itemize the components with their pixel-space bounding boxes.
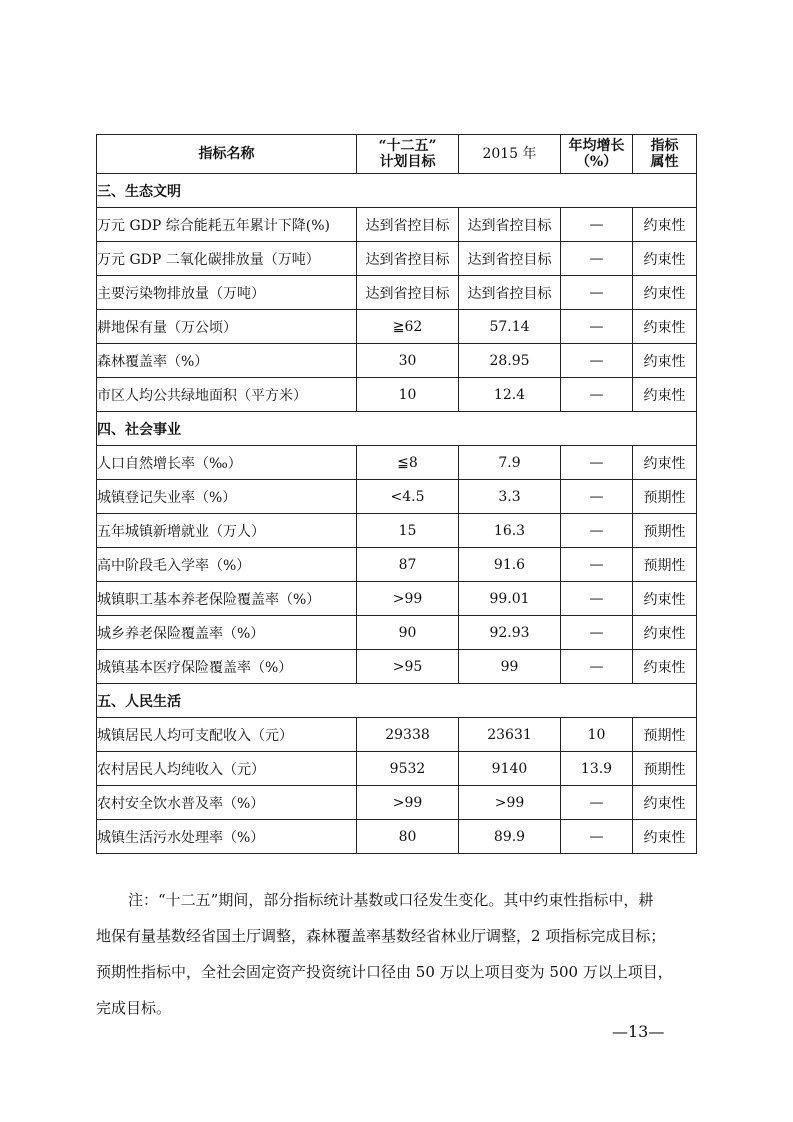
attribute-cell: 约束性 <box>633 310 697 344</box>
table-row <box>97 344 697 378</box>
table-row <box>97 582 697 616</box>
annual-growth-cell: — <box>561 344 633 378</box>
indicator-name-cell: 万元 GDP 二氧化碳排放量（万吨） <box>97 242 357 276</box>
annual-growth-cell: — <box>561 208 633 242</box>
table-row <box>97 616 697 650</box>
indicator-name-cell: 农村安全饮水普及率（%） <box>97 786 357 820</box>
value-2015-cell: 23631 <box>459 718 561 752</box>
plan-target-cell: 90 <box>357 616 459 650</box>
attribute-cell: 约束性 <box>633 208 697 242</box>
annual-growth-cell: — <box>561 820 633 854</box>
plan-target-cell: >95 <box>357 650 459 684</box>
indicator-name-cell: 城镇居民人均可支配收入（元） <box>97 718 357 752</box>
value-2015-cell: 16.3 <box>459 514 561 548</box>
header-plan-target <box>357 135 459 174</box>
table-row <box>97 820 697 854</box>
annual-growth-cell: — <box>561 310 633 344</box>
note-line-1: 注：“十二五”期间，部分指标统计基数或口径发生变化。其中约束性指标中，耕 <box>128 891 654 909</box>
annual-growth-cell: 10 <box>561 718 633 752</box>
value-2015-cell: 达到省控目标 <box>459 276 561 310</box>
table-row <box>97 480 697 514</box>
table-row <box>97 650 697 684</box>
table-row <box>97 242 697 276</box>
attribute-cell: 约束性 <box>633 616 697 650</box>
value-2015-cell: 3.3 <box>459 480 561 514</box>
annual-growth-cell: — <box>561 242 633 276</box>
header-year-2015: 2015 年 <box>459 135 561 174</box>
attribute-cell: 约束性 <box>633 650 697 684</box>
header-attribute <box>633 135 697 174</box>
annual-growth-cell: — <box>561 378 633 412</box>
indicator-name-cell: 市区人均公共绿地面积（平方米） <box>97 378 357 412</box>
annual-growth-cell: — <box>561 548 633 582</box>
attribute-cell: 约束性 <box>633 344 697 378</box>
plan-target-cell: 10 <box>357 378 459 412</box>
attribute-cell: 预期性 <box>633 548 697 582</box>
table-header-row <box>97 135 697 174</box>
section-row <box>97 174 697 208</box>
table-row <box>97 548 697 582</box>
table-row <box>97 310 697 344</box>
plan-target-cell: 29338 <box>357 718 459 752</box>
table-body <box>97 174 697 854</box>
plan-target-cell: >99 <box>357 582 459 616</box>
value-2015-cell: 99.01 <box>459 582 561 616</box>
header-annual-growth-line1: 年均增长 <box>568 138 625 154</box>
attribute-cell: 约束性 <box>633 276 697 310</box>
indicator-name-cell: 森林覆盖率（%） <box>97 344 357 378</box>
annual-growth-cell: — <box>561 786 633 820</box>
attribute-cell: 预期性 <box>633 514 697 548</box>
plan-target-cell: 15 <box>357 514 459 548</box>
note-line-4: 完成目标。 <box>96 999 172 1017</box>
header-annual-growth <box>561 135 633 174</box>
attribute-cell: 约束性 <box>633 242 697 276</box>
value-2015-cell: 92.93 <box>459 616 561 650</box>
annual-growth-cell: — <box>561 650 633 684</box>
note-line-2: 地保有量基数经省国土厅调整，森林覆盖率基数经省林业厅调整，2 项指标完成目标； <box>96 927 666 945</box>
table-row <box>97 752 697 786</box>
table-row <box>97 276 697 310</box>
value-2015-cell: 28.95 <box>459 344 561 378</box>
header-plan-target-line1: “十二五” <box>378 138 437 154</box>
table-row <box>97 718 697 752</box>
attribute-cell: 预期性 <box>633 480 697 514</box>
table-row <box>97 786 697 820</box>
value-2015-cell: >99 <box>459 786 561 820</box>
table-row <box>97 208 697 242</box>
plan-target-cell: 达到省控目标 <box>357 276 459 310</box>
plan-target-cell: >99 <box>357 786 459 820</box>
annual-growth-cell: — <box>561 616 633 650</box>
header-attribute-line1: 指标 <box>650 138 679 154</box>
page-number: —13— <box>612 1022 665 1041</box>
attribute-cell: 预期性 <box>633 718 697 752</box>
value-2015-cell: 7.9 <box>459 446 561 480</box>
annual-growth-cell: — <box>561 480 633 514</box>
note-line-3: 预期性指标中，全社会固定资产投资统计口径由 50 万以上项目变为 500 万以上项目， <box>96 963 673 981</box>
plan-target-cell: 达到省控目标 <box>357 242 459 276</box>
indicator-name-cell: 城镇登记失业率（%） <box>97 480 357 514</box>
table-row <box>97 446 697 480</box>
section-title: 三、生态文明 <box>97 174 697 208</box>
header-plan-target-line2: 计划目标 <box>379 154 436 170</box>
value-2015-cell: 12.4 <box>459 378 561 412</box>
table-row <box>97 514 697 548</box>
value-2015-cell: 57.14 <box>459 310 561 344</box>
attribute-cell: 约束性 <box>633 446 697 480</box>
attribute-cell: 约束性 <box>633 820 697 854</box>
section-title: 五、人民生活 <box>97 684 697 718</box>
attribute-cell: 约束性 <box>633 786 697 820</box>
annual-growth-cell: — <box>561 582 633 616</box>
section-row <box>97 684 697 718</box>
value-2015-cell: 9140 <box>459 752 561 786</box>
indicator-name-cell: 人口自然增长率（‰） <box>97 446 357 480</box>
annual-growth-cell: — <box>561 276 633 310</box>
section-title: 四、社会事业 <box>97 412 697 446</box>
plan-target-cell: 9532 <box>357 752 459 786</box>
section-row <box>97 412 697 446</box>
value-2015-cell: 99 <box>459 650 561 684</box>
plan-target-cell: 达到省控目标 <box>357 208 459 242</box>
attribute-cell: 约束性 <box>633 378 697 412</box>
attribute-cell: 预期性 <box>633 752 697 786</box>
indicator-name-cell: 城镇基本医疗保险覆盖率（%） <box>97 650 357 684</box>
indicator-name-cell: 五年城镇新增就业（万人） <box>97 514 357 548</box>
indicator-name-cell: 主要污染物排放量（万吨） <box>97 276 357 310</box>
header-indicator-name: 指标名称 <box>97 135 357 174</box>
plan-target-cell: 80 <box>357 820 459 854</box>
indicator-name-cell: 万元 GDP 综合能耗五年累计下降(%) <box>97 208 357 242</box>
plan-target-cell: ≧62 <box>357 310 459 344</box>
plan-target-cell: <4.5 <box>357 480 459 514</box>
plan-target-cell: ≦8 <box>357 446 459 480</box>
indicator-name-cell: 城镇职工基本养老保险覆盖率（%） <box>97 582 357 616</box>
table-row <box>97 378 697 412</box>
annual-growth-cell: 13.9 <box>561 752 633 786</box>
value-2015-cell: 达到省控目标 <box>459 242 561 276</box>
value-2015-cell: 89.9 <box>459 820 561 854</box>
header-attribute-line2: 属性 <box>650 154 679 170</box>
plan-target-cell: 87 <box>357 548 459 582</box>
indicator-name-cell: 城乡养老保险覆盖率（%） <box>97 616 357 650</box>
header-annual-growth-line2: （%） <box>575 154 618 170</box>
indicator-name-cell: 高中阶段毛入学率（%） <box>97 548 357 582</box>
indicator-name-cell: 农村居民人均纯收入（元） <box>97 752 357 786</box>
indicator-name-cell: 耕地保有量（万公顷） <box>97 310 357 344</box>
value-2015-cell: 达到省控目标 <box>459 208 561 242</box>
indicator-name-cell: 城镇生活污水处理率（%） <box>97 820 357 854</box>
plan-target-cell: 30 <box>357 344 459 378</box>
attribute-cell: 约束性 <box>633 582 697 616</box>
annual-growth-cell: — <box>561 514 633 548</box>
indicator-table <box>96 134 697 854</box>
value-2015-cell: 91.6 <box>459 548 561 582</box>
annual-growth-cell: — <box>561 446 633 480</box>
